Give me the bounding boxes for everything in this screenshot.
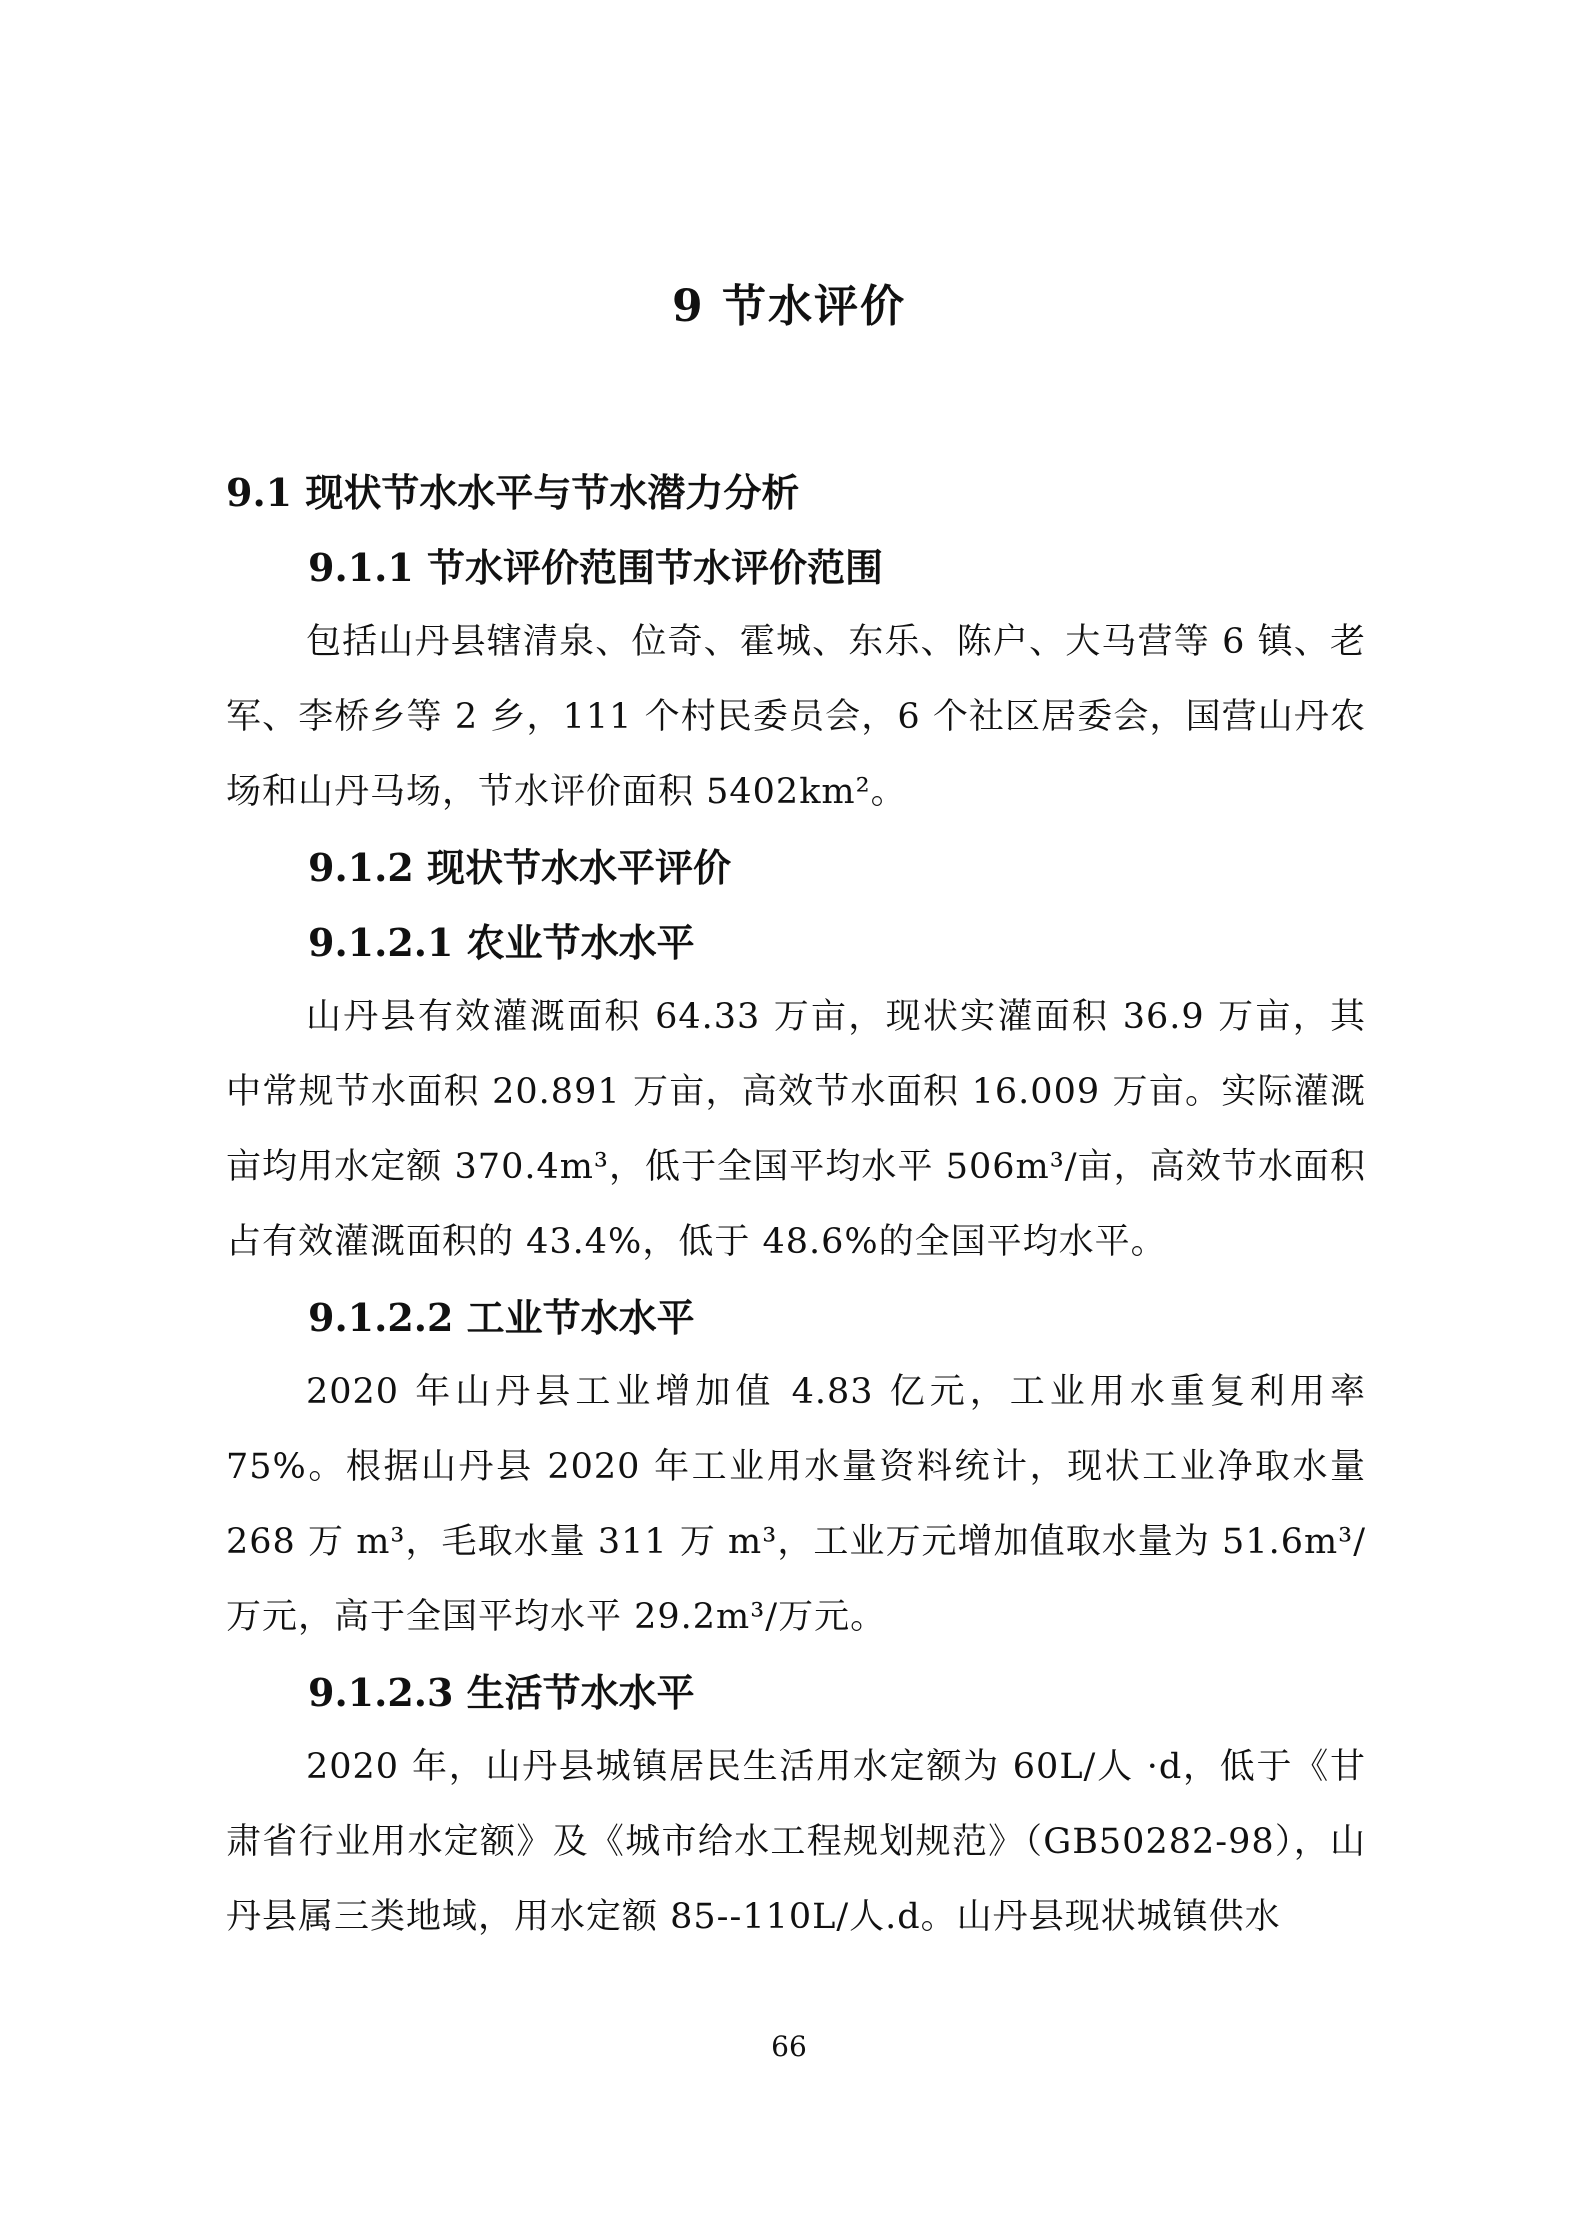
section-heading-9-1-2-3: 9.1.2.3 生活节水水平 [308,1670,695,1715]
section-heading-9-1: 9.1 现状节水水平与节水潜力分析 [226,470,800,515]
section-heading-9-1-2-2: 9.1.2.2 工业节水水平 [308,1295,695,1340]
paragraph-evaluation-scope: 包括山丹县辖清泉、位奇、霍城、东乐、陈户、大马营等 6 镇、老军、李桥乡等 2 乡，111 个村民委员会，6 个社区居委会，国营山丹农场和山丹马场，节水评价面积 5402km²。 [226,622,1366,812]
chapter-title: 9 节水评价 [672,281,906,332]
section-heading-9-1-2-1: 9.1.2.1 农业节水水平 [308,920,695,965]
paragraph-domestic-water-saving: 2020 年，山丹县城镇居民生活用水定额为 60L/人 ·d，低于《甘肃省行业用水定额》及《城市给水工程规划规范》（GB50282-98），山丹县属三类地域，用水定额 85--110L/人.d。山丹县现状城镇供水 [226,1747,1366,1937]
page-number: 66 [771,2030,807,2063]
section-heading-9-1-1: 9.1.1 节水评价范围节水评价范围 [308,545,884,590]
paragraph-agricultural-water-saving: 山丹县有效灌溉面积 64.33 万亩，现状实灌面积 36.9 万亩，其中常规节水面积 20.891 万亩，高效节水面积 16.009 万亩。实际灌溉亩均用水定额 370.4m³，低于全国平均水平 506m³/亩，高效节水面积占有效灌溉面积的 43.4%，低于 48.6%的全国平均水平。 [226,997,1366,1262]
section-heading-9-1-2: 9.1.2 现状节水水平评价 [308,845,732,890]
paragraph-industrial-water-saving: 2020 年山丹县工业增加值 4.83 亿元，工业用水重复利用率 75%。根据山丹县 2020 年工业用水量资料统计，现状工业净取水量 268 万 m³，毛取水量 311 万 m³，工业万元增加值取水量为 51.6m³/万元，高于全国平均水平 29.2m³/万元。 [226,1372,1366,1637]
page-content [226,455,1366,1955]
